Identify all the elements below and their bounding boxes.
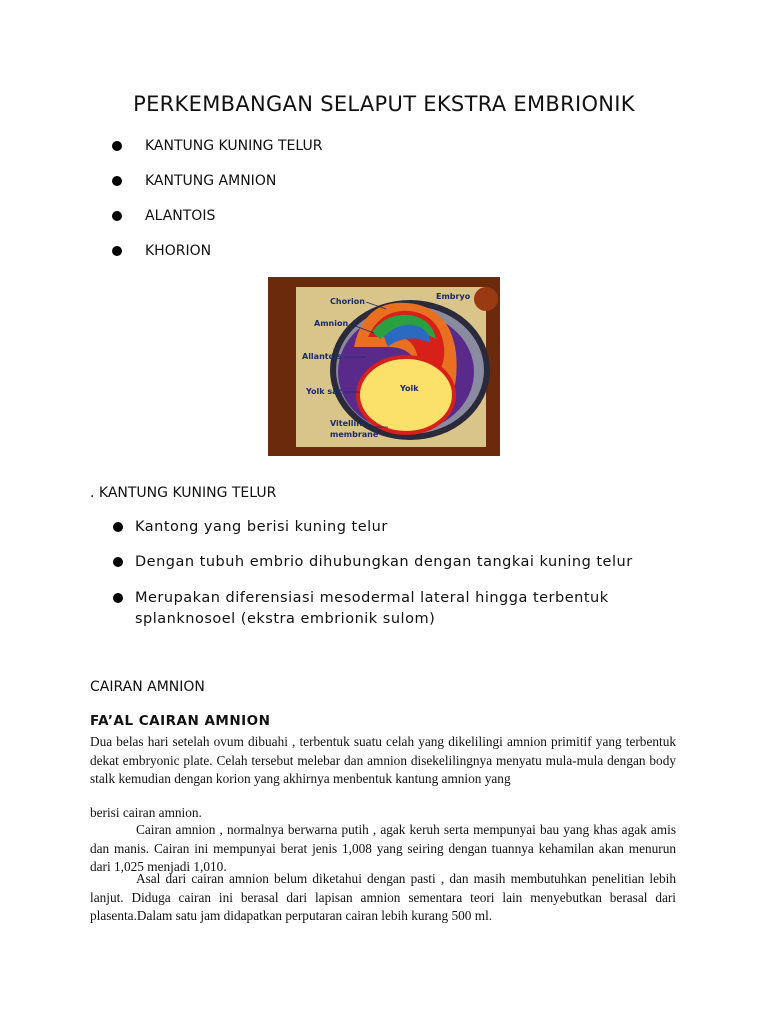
list-item: Merupakan diferensiasi mesodermal lateral hingga terbentuk splanknosoel (ekstra embrionik sulom)	[135, 588, 609, 630]
list-item: ALANTOIS	[145, 208, 215, 224]
paragraph-2: Cairan amnion , normalnya berwarna putih , agak keruh serta mempunyai bau yang khas agak amis dan manis. Cairan ini mempunyai berat jenis 1,008 yang seiring dengan tuannya kehamilan akan menurun dari 1,025 menjadi 1,010.	[90, 822, 676, 874]
section-heading-amnion: CAIRAN AMNION	[90, 679, 205, 695]
subheading-amnion-function: FA’AL CAIRAN AMNION	[90, 713, 271, 729]
label-chorion: Chorion	[330, 297, 365, 306]
diagram-corner-shape	[474, 287, 498, 311]
label-vitelline: Vitelline	[330, 419, 368, 428]
bullet-icon	[113, 522, 123, 532]
diagram-svg	[268, 277, 500, 456]
paragraph-1-end: berisi cairan amnion.	[90, 805, 202, 820]
bullet-icon	[113, 593, 123, 603]
bullet-icon	[112, 176, 122, 186]
section-heading-yolk-sac: . KANTUNG KUNING TELUR	[90, 485, 277, 501]
list-item: Kantong yang berisi kuning telur	[135, 517, 388, 538]
bullet-icon	[112, 141, 122, 151]
list-item: KANTUNG KUNING TELUR	[145, 138, 322, 154]
bullet-icon	[112, 246, 122, 256]
label-yolk-sac: Yolk sac	[306, 387, 343, 396]
paragraph-1: Dua belas hari setelah ovum dibuahi , terbentuk suatu celah yang dikelilingi amnion primitif yang terbentuk dekat embryonic plate. Celah tersebut melebar dan amnion disekelilingnya menyatu mula-mula dengan body stalk kemudian dengan korion yang akhirnya menbentuk kantung amnion yang	[90, 734, 676, 786]
list-item: Dengan tubuh embrio dihubungkan dengan tangkai kuning telur	[135, 552, 633, 573]
label-allantois: Allantois	[302, 352, 342, 361]
label-membrane: membrane	[330, 430, 379, 439]
bullet-icon	[113, 557, 123, 567]
bullet-icon	[112, 211, 122, 221]
embryo-membranes-diagram	[268, 277, 500, 456]
label-amnion: Amnion	[314, 319, 349, 328]
list-item: KANTUNG AMNION	[145, 173, 276, 189]
page-title: PERKEMBANGAN SELAPUT EKSTRA EMBRIONIK	[133, 92, 635, 116]
label-embryo: Embryo	[436, 292, 471, 301]
list-item: KHORION	[145, 243, 211, 259]
label-yolk: Yolk	[400, 384, 419, 393]
paragraph-3: Asal dari cairan amnion belum diketahui dengan pasti , dan masih membutuhkan penelitian lebih lanjut. Diduga cairan ini berasal dari lapisan amnion sementara teori lain menyebutkan berasal dari plasenta.Dalam satu jam didapatkan perputaran cairan lebih kurang 500 ml.	[90, 871, 676, 923]
